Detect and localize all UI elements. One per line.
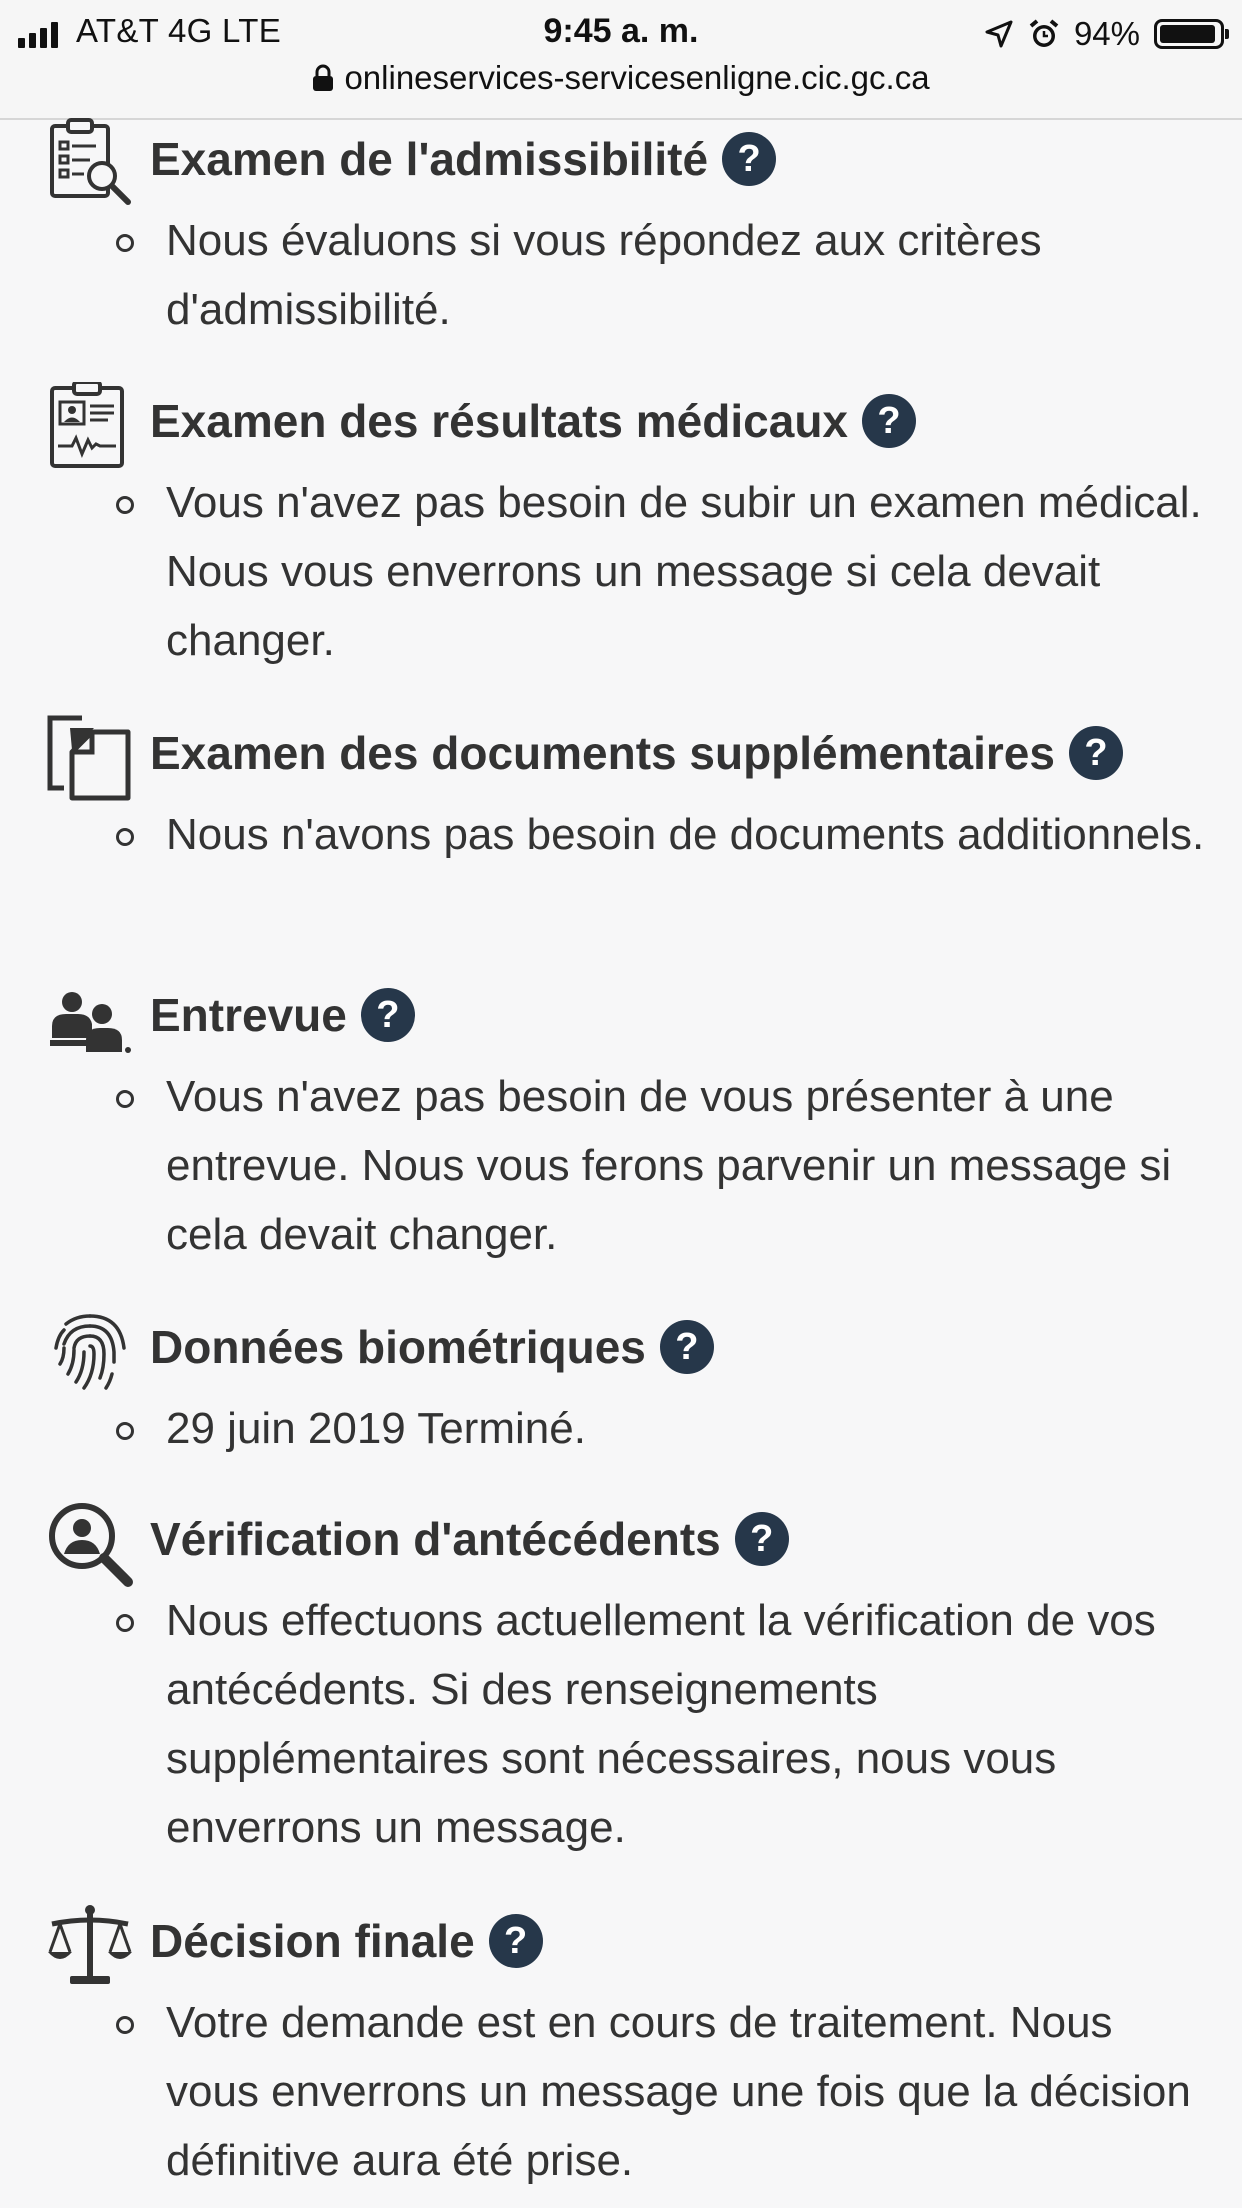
step-title-background-check: Vérification d'antécédents bbox=[150, 1513, 721, 1565]
status-time: 9:45 a. m. bbox=[543, 12, 699, 50]
alarm-clock-icon bbox=[1028, 18, 1060, 50]
step-title-medical: Examen des résultats médicaux bbox=[150, 395, 848, 447]
step-text-final-decision: Votre demande est en cours de traitement. Nous vous enverrons un message une fois que la décision définitive aura été prise. bbox=[166, 1998, 1191, 2185]
bullet-icon bbox=[116, 1422, 134, 1440]
browser-top-bar bbox=[0, 0, 1242, 120]
clipboard-search-icon bbox=[46, 118, 134, 206]
help-icon[interactable]: ? bbox=[862, 394, 916, 448]
bullet-icon bbox=[116, 1090, 134, 1108]
help-icon[interactable]: ? bbox=[1069, 726, 1123, 780]
bullet-icon bbox=[116, 828, 134, 846]
fingerprint-icon bbox=[46, 1308, 134, 1396]
battery-icon bbox=[1154, 19, 1224, 49]
help-icon[interactable]: ? bbox=[722, 132, 776, 186]
step-title-eligibility: Examen de l'admissibilité bbox=[150, 133, 709, 185]
step-text-medical: Vous n'avez pas besoin de subir un examen médical. Nous vous enverrons un message si cela devait changer. bbox=[166, 478, 1202, 665]
background-check-icon bbox=[46, 1500, 134, 1588]
step-title-final-decision: Décision finale bbox=[150, 1915, 475, 1967]
battery-percentage: 94% bbox=[1073, 15, 1140, 52]
step-title-interview: Entrevue bbox=[150, 989, 347, 1041]
interview-icon bbox=[46, 980, 134, 1068]
help-icon[interactable]: ? bbox=[735, 1512, 789, 1566]
step-text-eligibility: Nous évaluons si vous répondez aux critères d'admissibilité. bbox=[166, 216, 1042, 334]
step-title-biometrics: Données biométriques bbox=[150, 1321, 646, 1373]
help-icon[interactable]: ? bbox=[489, 1914, 543, 1968]
status-bar bbox=[0, 8, 1242, 58]
address-bar[interactable] bbox=[0, 56, 1242, 100]
step-title-documents: Examen des documents supplémentaires bbox=[150, 727, 1055, 779]
bullet-icon bbox=[116, 2016, 134, 2034]
help-icon[interactable]: ? bbox=[361, 988, 415, 1042]
scales-icon bbox=[46, 1902, 134, 1990]
bullet-icon bbox=[116, 1614, 134, 1632]
bullet-icon bbox=[116, 496, 134, 514]
medical-report-icon bbox=[46, 382, 134, 470]
bullet-icon bbox=[116, 234, 134, 252]
location-arrow-icon bbox=[984, 19, 1014, 49]
carrier-label: AT&T 4G LTE bbox=[76, 12, 282, 49]
step-text-background-check: Nous effectuons actuellement la vérification de vos antécédents. Si des renseignements supplémentaires sont nécessaires, nous vous enverrons un message. bbox=[166, 1596, 1156, 1852]
step-text-documents: Nous n'avons pas besoin de documents additionnels. bbox=[166, 810, 1205, 859]
help-icon[interactable]: ? bbox=[660, 1320, 714, 1374]
documents-icon bbox=[46, 714, 134, 802]
url-text: onlineservices-servicesenligne.cic.gc.ca bbox=[344, 59, 930, 96]
lock-icon bbox=[312, 64, 334, 92]
step-text-biometrics: 29 juin 2019 Terminé. bbox=[166, 1404, 586, 1453]
step-text-interview: Vous n'avez pas besoin de vous présenter à une entrevue. Nous vous ferons parvenir un message si cela devait changer. bbox=[166, 1072, 1172, 1259]
